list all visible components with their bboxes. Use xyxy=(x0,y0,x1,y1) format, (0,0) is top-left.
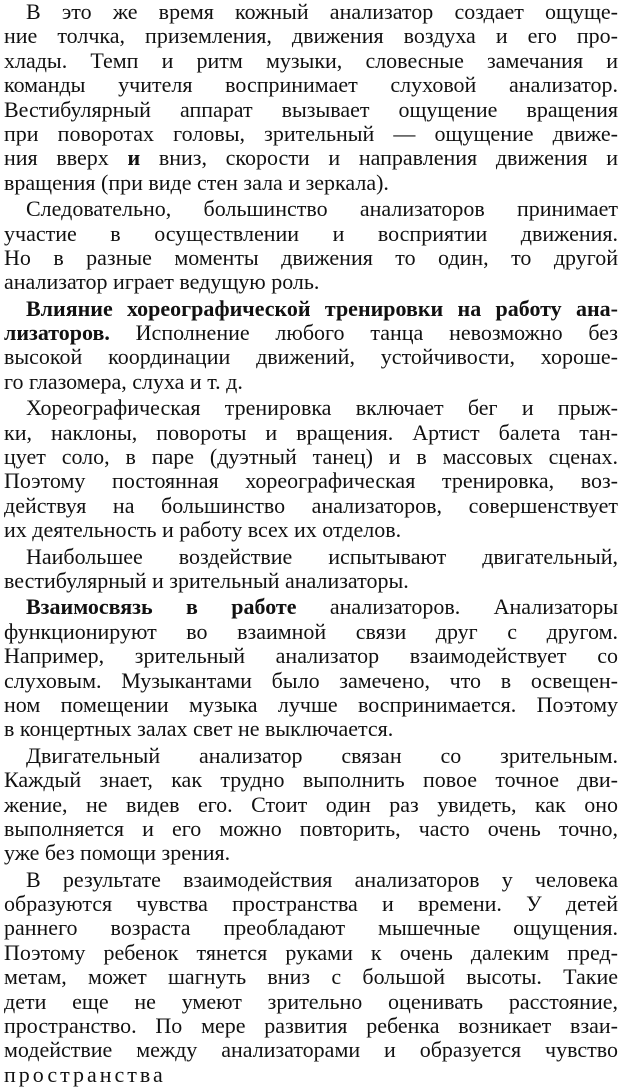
text-line: хлады. Темп и ритм музыки, словесные замечания и xyxy=(4,47,618,73)
text-line: дети еще не умеют зрительно оценивать расстояние, xyxy=(4,988,618,1014)
text-line: модействие между анализаторами и образуется чувство xyxy=(4,1037,618,1063)
text-line: Вестибулярный аппарат вызывает ощущение вращения xyxy=(4,96,618,122)
text-line: вращения (при виде стен зала и зеркала). xyxy=(4,169,389,195)
text-line: Двигательный анализатор связан со зрительным. xyxy=(26,742,618,768)
paragraph-section-heading xyxy=(4,297,618,395)
text-line: Но в разные моменты движения то один, то другой xyxy=(4,244,618,270)
text-line: ние толчка, приземления, движения воздуха и его про- xyxy=(4,23,618,49)
text-line: Поэтому ребенок тянется руками к очень далеким пред- xyxy=(4,939,618,965)
text-line: пространства xyxy=(4,1061,166,1087)
text-line: цует соло, в паре (дуэтный танец) и в массовых сценах. xyxy=(4,444,618,470)
text-line: высокой координации движений, устойчивости, хороше- xyxy=(4,344,618,370)
text-line: уже без помощи зрения. xyxy=(4,840,231,866)
text-line: Наибольшее воздействие испытывают двигательный, xyxy=(26,543,618,569)
text-line: В результате взаимодействия анализаторов у человека xyxy=(26,866,618,892)
text-line: выполняется и его можно повторить, часто очень точно, xyxy=(4,815,618,841)
text-line: Хореографическая тренировка включает бег и прыж- xyxy=(26,395,618,421)
paragraph xyxy=(4,0,618,195)
text-line: Каждый знает, как трудно выполнить повое точное дви- xyxy=(4,767,618,793)
text-line: метам, может шагнуть вниз с большой высоты. Такие xyxy=(4,964,618,990)
bold-run-in: лизаторов. xyxy=(4,320,110,346)
text-line: жение, не видев его. Стоит один раз увидеть, как оно xyxy=(4,791,618,817)
text-line: Поэтому постоянная хореографическая тренировка, воз- xyxy=(4,468,618,494)
text-line: ки, наклоны, повороты и вращения. Артист балета тан- xyxy=(4,419,618,445)
text-line: команды учителя воспринимает слуховой анализатор. xyxy=(4,72,618,98)
text-line: Следовательно, большинство анализаторов принимает xyxy=(26,196,618,222)
text-line: раннего возраста преобладают мышечные ощущения. xyxy=(4,915,618,941)
text-line: Например, зрительный анализатор взаимодействует со xyxy=(4,643,618,669)
text-line: их деятельность и работу всех их отделов. xyxy=(4,517,402,543)
text-line: ния вверх и вниз, скорости и направления движения и xyxy=(4,145,619,171)
bold-word: и xyxy=(127,145,141,171)
section-heading-line: Взаимосвязь в работе анализаторов. Анализаторы xyxy=(26,594,618,620)
text-line: вестибулярный и зрительный анализаторы. xyxy=(4,567,409,593)
paragraph-section-heading xyxy=(4,595,618,741)
section-heading-line: Влияние хореографической тренировки на работу ана- xyxy=(26,295,618,321)
text-line: в концертных залах свет не выключается. xyxy=(4,716,394,742)
text-line: образуются чувства пространства и времени. У детей xyxy=(4,891,618,917)
text-line: функционируют во взаимной связи друг с другом. xyxy=(4,618,618,644)
paragraph xyxy=(4,197,618,295)
paragraph xyxy=(4,744,618,866)
text-line: действуя на большинство анализаторов, совершенствует xyxy=(4,492,618,518)
bold-run-in: Взаимосвязь в работе xyxy=(26,594,297,620)
text-line: участие в осуществлении и восприятии движения. xyxy=(4,220,618,246)
paragraph xyxy=(4,868,618,1087)
paragraph xyxy=(4,396,618,542)
text-line: при поворотах головы, зрительный — ощущение движе- xyxy=(4,120,618,146)
paragraph xyxy=(4,545,618,594)
text-line: анализатор играет ведущую роль. xyxy=(4,269,320,295)
text-line: пространство. По мере развития ребенка возникает взаи- xyxy=(4,1013,618,1039)
text-line: го глазомера, слуха и т. д. xyxy=(4,368,243,394)
text-line: лизаторов. Исполнение любого танца невозможно без xyxy=(4,320,618,346)
text-line: слуховым. Музыкантами было замечено, что в освещен- xyxy=(4,667,618,693)
text-line: ном помещении музыка лучше воспринимается. Поэтому xyxy=(4,691,618,717)
text-line: В это же время кожный анализатор создает ощуще- xyxy=(26,0,618,24)
